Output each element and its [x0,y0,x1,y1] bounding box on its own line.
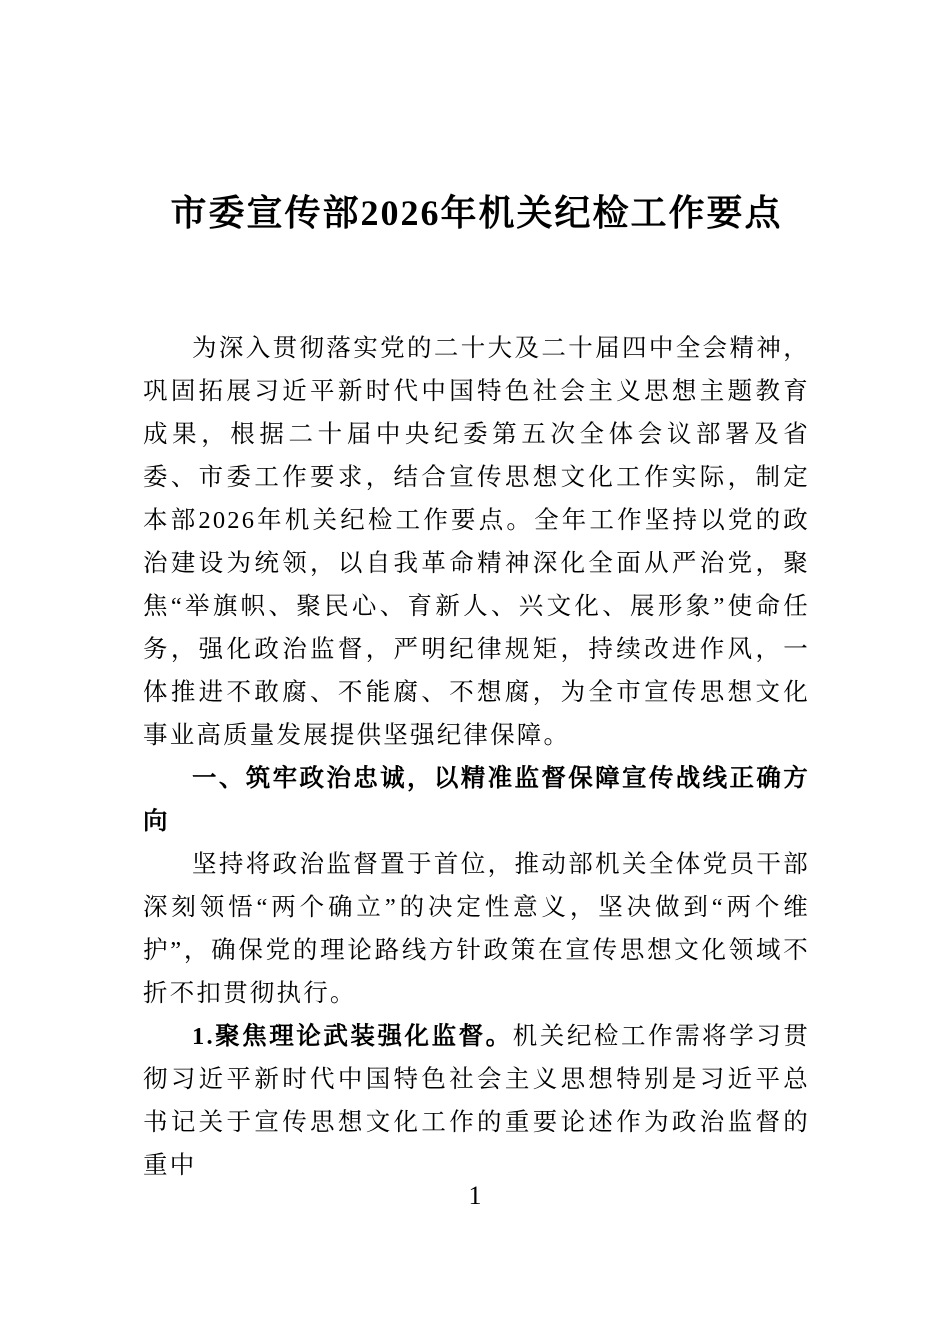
paragraph-item-1 [143,1015,810,1187]
paragraph-item-1-lead: 1.聚焦理论武装强化监督。 [192,1023,513,1050]
paragraph-item-1-text: 机关纪检工作需将学习贯彻习近平新时代中国特色社会主义思想特别是习近平总书记关于宣传思想文化工作的重要论述作为政治监督的重中 [143,1023,811,1179]
document-title: 市委宣传部2026年机关纪检工作要点 [170,193,783,233]
page-number: 1 [468,1181,482,1210]
document-body [143,327,810,1187]
paragraph-political-supervision: 坚持将政治监督置于首位，推动部机关全体党员干部深刻领悟“两个确立”的决定性意义，坚决做到“两个维护”，确保党的理论路线方针政策在宣传思想文化领域不折不扣贯彻执行。 [143,851,810,1007]
paragraph-intro: 为深入贯彻落实党的二十大及二十届四中全会精神，巩固拓展习近平新时代中国特色社会主义思想主题教育成果，根据二十届中央纪委第五次全体会议部署及省委、市委工作要求，结合宣传思想文化工作实际，制定本部2026年机关纪检工作要点。全年工作坚持以党的政治建设为统领，以自我革命精神深化全面从严治党，聚焦“举旗帜、聚民心、育新人、兴文化、展形象”使命任务，强化政治监督，严明纪律规矩，持续改进作风，一体推进不敢腐、不能腐、不想腐，为全市宣传思想文化事业高质量发展提供坚强纪律保障。 [143,335,810,749]
section-heading-1: 一、筑牢政治忠诚，以精准监督保障宣传战线正确方向 [143,765,810,835]
